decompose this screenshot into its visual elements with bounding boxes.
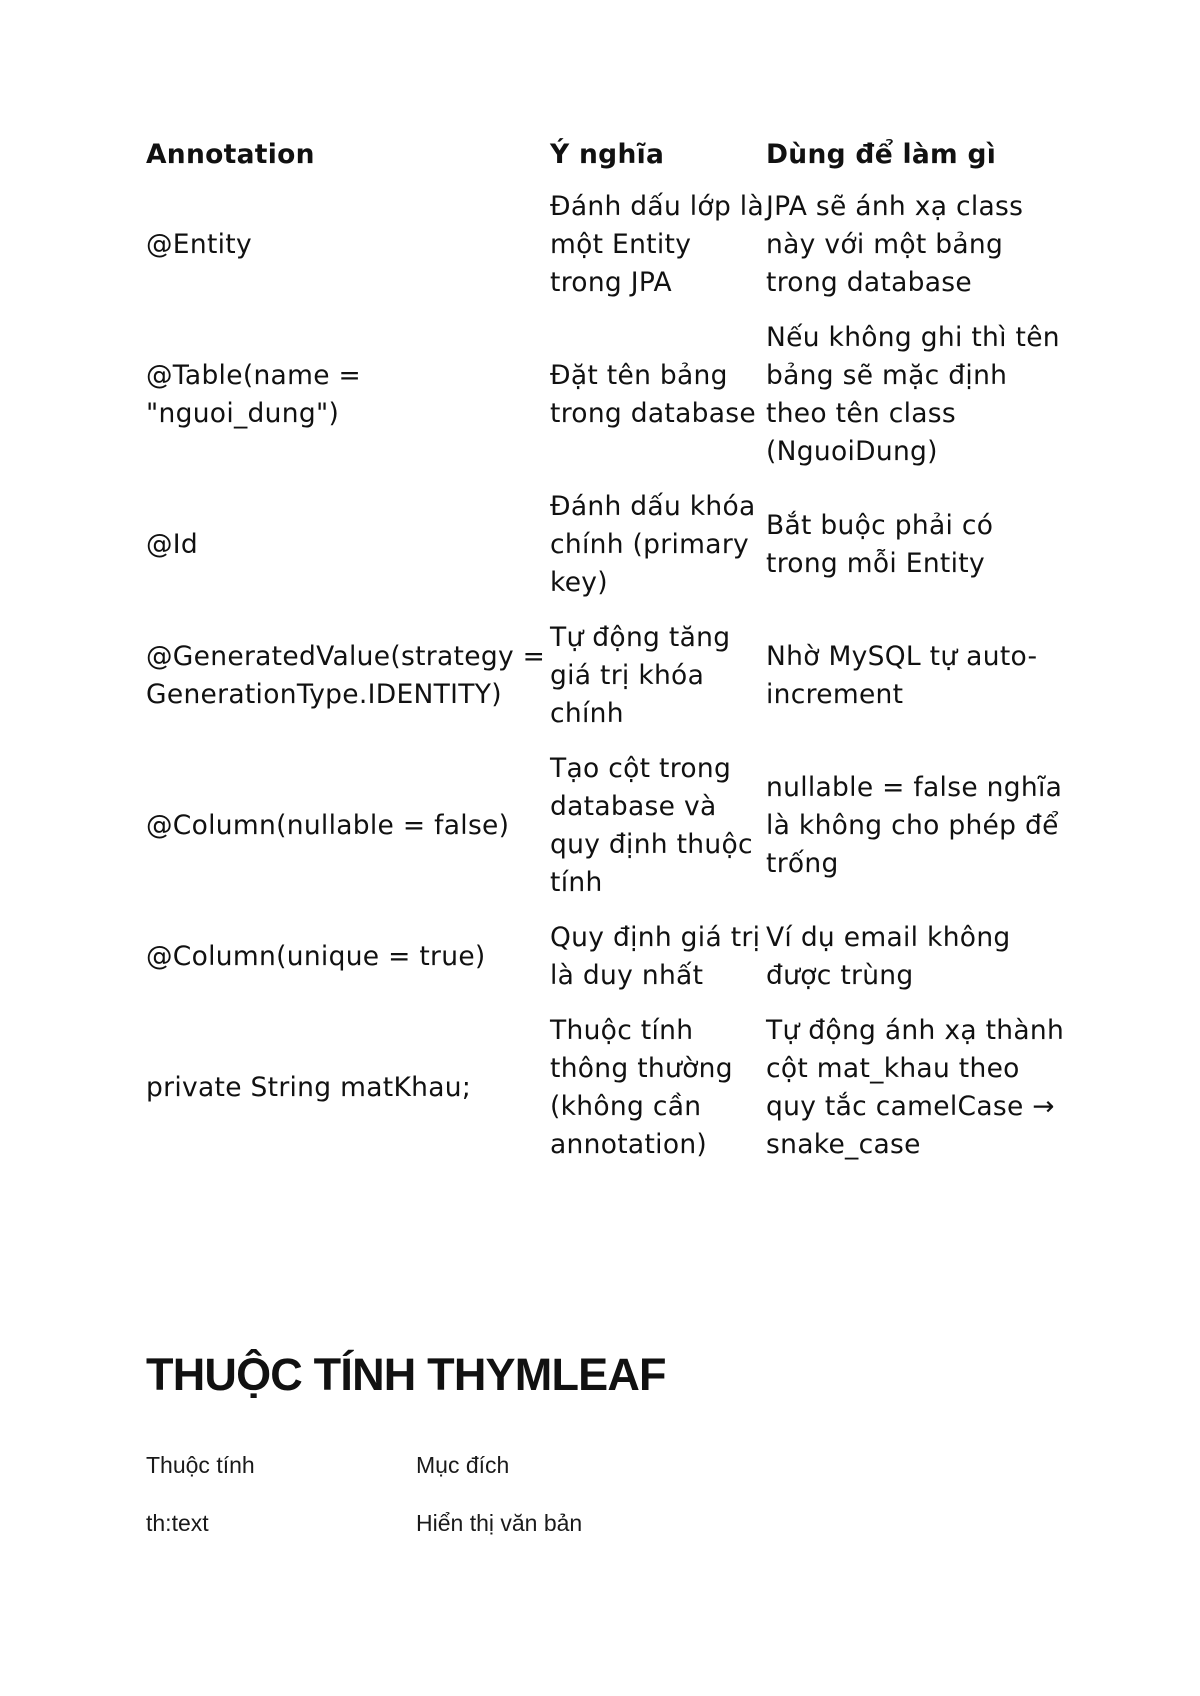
meaning-cell: Thuộc tính thông thường (không cần annotation): [550, 1015, 733, 1160]
table-row: [146, 919, 1066, 995]
meaning-cell: Đánh dấu lớp là một Entity trong JPA: [550, 191, 764, 298]
annotation-cell: @Column(nullable = false): [146, 810, 510, 841]
annotation-table-header: [146, 136, 1066, 174]
annotation-cell: @GeneratedValue(strategy = GenerationType.IDENTITY): [146, 641, 546, 710]
thymeleaf-table: [146, 1436, 846, 1552]
meaning-cell: Tạo cột trong database và quy định thuộc tính: [550, 753, 753, 898]
thymeleaf-table-header: [146, 1436, 846, 1494]
header-attribute: Thuộc tính: [146, 1452, 255, 1478]
meaning-cell: Đặt tên bảng trong database: [550, 360, 757, 429]
meaning-cell: Đánh dấu khóa chính (primary key): [550, 491, 756, 598]
meaning-cell: Tự động tăng giá trị khóa chính: [550, 622, 731, 729]
table-row: [146, 1012, 1066, 1164]
usage-cell: Nhờ MySQL tự auto-increment: [766, 641, 1038, 710]
usage-cell: Bắt buộc phải có trong mỗi Entity: [766, 510, 994, 579]
usage-cell: JPA sẽ ánh xạ class này với một bảng trong database: [766, 191, 1024, 298]
header-meaning: Ý nghĩa: [550, 139, 665, 170]
table-row: [146, 188, 1066, 302]
attribute-cell: th:text: [146, 1510, 209, 1536]
table-row: [146, 488, 1066, 602]
annotation-cell: @Table(name = "nguoi_dung"): [146, 360, 362, 429]
annotation-cell: @Id: [146, 529, 199, 560]
table-row: [146, 319, 1066, 471]
header-purpose: Mục đích: [416, 1452, 510, 1478]
annotation-cell: @Column(unique = true): [146, 941, 486, 972]
usage-cell: Nếu không ghi thì tên bảng sẽ mặc định theo tên class (NguoiDung): [766, 322, 1060, 467]
header-annotation: Annotation: [146, 139, 315, 170]
header-usage: Dùng để làm gì: [766, 139, 997, 170]
usage-cell: Ví dụ email không được trùng: [766, 922, 1011, 991]
table-row: [146, 1494, 846, 1552]
meaning-cell: Quy định giá trị là duy nhất: [550, 922, 761, 991]
usage-cell: Tự động ánh xạ thành cột mat_khau theo quy tắc camelCase → snake_case: [766, 1015, 1065, 1160]
table-row: [146, 619, 1066, 733]
usage-cell: nullable = false nghĩa là không cho phép để trống: [766, 772, 1063, 879]
annotation-cell: private String matKhau;: [146, 1072, 472, 1103]
purpose-cell: Hiển thị văn bản: [416, 1510, 583, 1536]
section-title: THUỘC TÍNH THYMLEAF: [146, 1349, 666, 1400]
table-row: [146, 750, 1066, 902]
annotation-table: [146, 136, 1066, 1181]
annotation-cell: @Entity: [146, 229, 252, 260]
